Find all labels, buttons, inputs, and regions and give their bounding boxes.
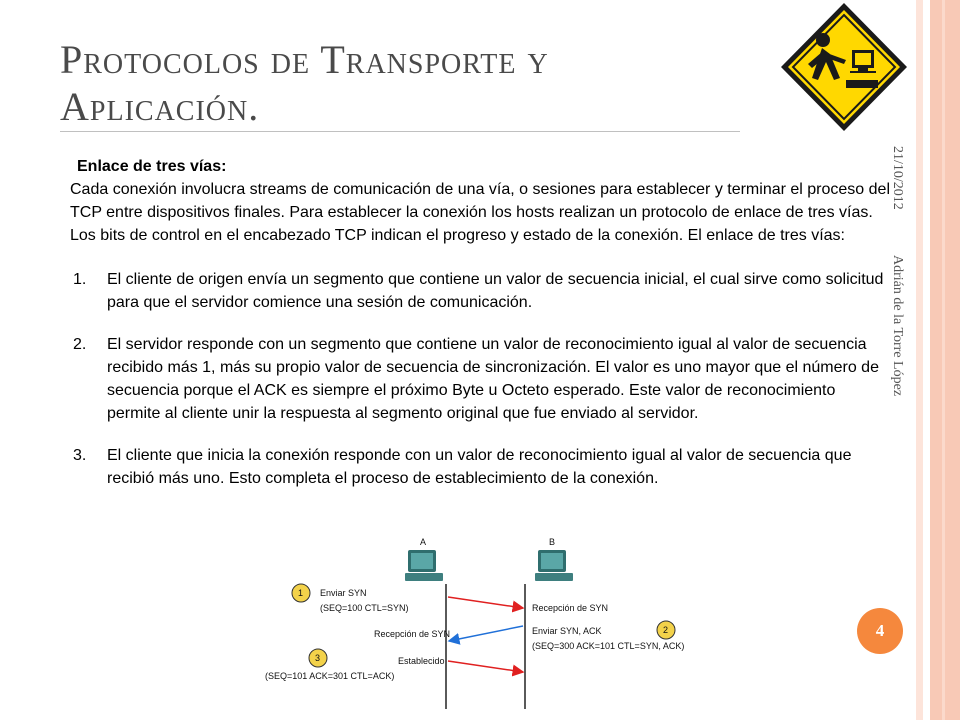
- list-item-text: El cliente de origen envía un segmento que contiene un valor de secuencia inicial, el cual sirve como solicitud para que el servidor comience una sesión de comunicación.: [107, 271, 884, 311]
- slide-date: 21/10/2012: [890, 146, 905, 210]
- list-item-text: El cliente que inicia la conexión responde con un valor de reconocimiento igual al valor de secuencia que recibió más uno. Esto completa el proceso de establecimiento de la conexión.: [107, 447, 852, 487]
- subheading: Enlace de tres vías:: [77, 158, 227, 175]
- step3-number: 3: [315, 653, 321, 663]
- host-a-computer-icon: [405, 550, 443, 581]
- list-item-number: 2.: [73, 336, 87, 353]
- host-a-label: A: [420, 537, 427, 547]
- three-way-handshake-diagram: [255, 534, 685, 709]
- step1-number: 1: [298, 588, 304, 598]
- list-item: [70, 444, 890, 490]
- side-stripe-line: [942, 0, 945, 720]
- syn-arrow: [448, 597, 523, 608]
- slide-body: [70, 155, 890, 509]
- list-item: [70, 268, 890, 314]
- intro-paragraph: Cada conexión involucra streams de comunicación de una vía, o sesiones para establecer y terminar el proceso del TCP entre dispositivos finales. Para establecer la conexión los hosts realizan un protocolo de enlace de tres vías. Los bits de control en el encabezado TCP indican el progreso y estado de la conexión. El enlace de tres vías:: [70, 181, 890, 244]
- step2-number: 2: [663, 625, 669, 635]
- established-label: Establecido: [398, 656, 445, 666]
- side-stripe-band: [930, 0, 960, 720]
- slide-title-line2: Aplicación.: [60, 84, 260, 129]
- step2-label: Enviar SYN, ACK: [532, 626, 602, 636]
- slide-title-line1: Protocolos de Transporte y: [60, 37, 549, 82]
- construction-sign-icon: [778, 0, 910, 135]
- recv-syn-a-label: Recepción de SYN: [374, 629, 451, 639]
- slide-author: Adrián de la Torre López: [890, 255, 905, 397]
- side-stripe-inner: [916, 0, 923, 720]
- step1-label: Enviar SYN: [320, 588, 367, 598]
- list-item-text: El servidor responde con un segmento que contiene un valor de reconocimiento igual al valor de secuencia recibido más 1, más su propio valor de secuencia de sincronización. El valor es uno mayor que el número de secuencia porque el ACK es siempre el próximo Byte u Octeto esperado. Este valor de reconocimiento permite al cliente unir la respuesta al segmento original que fue enviado al servidor.: [107, 336, 879, 422]
- list-item: [70, 333, 890, 425]
- host-b-label: B: [549, 537, 556, 547]
- step1-detail: (SEQ=100 CTL=SYN): [320, 603, 409, 613]
- list-item-number: 3.: [73, 447, 87, 464]
- steps-list: [70, 268, 890, 490]
- page-number-badge: 4: [857, 608, 903, 654]
- title-divider: [60, 131, 740, 132]
- slide-title: [60, 36, 760, 130]
- host-b-computer-icon: [535, 550, 573, 581]
- ack-arrow: [448, 661, 523, 672]
- recv-syn-b-label: Recepción de SYN: [532, 603, 609, 613]
- syn-ack-arrow: [449, 626, 523, 641]
- step2-detail: (SEQ=300 ACK=101 CTL=SYN, ACK): [532, 641, 685, 651]
- list-item-number: 1.: [73, 271, 87, 288]
- step3-detail: (SEQ=101 ACK=301 CTL=ACK): [265, 671, 395, 681]
